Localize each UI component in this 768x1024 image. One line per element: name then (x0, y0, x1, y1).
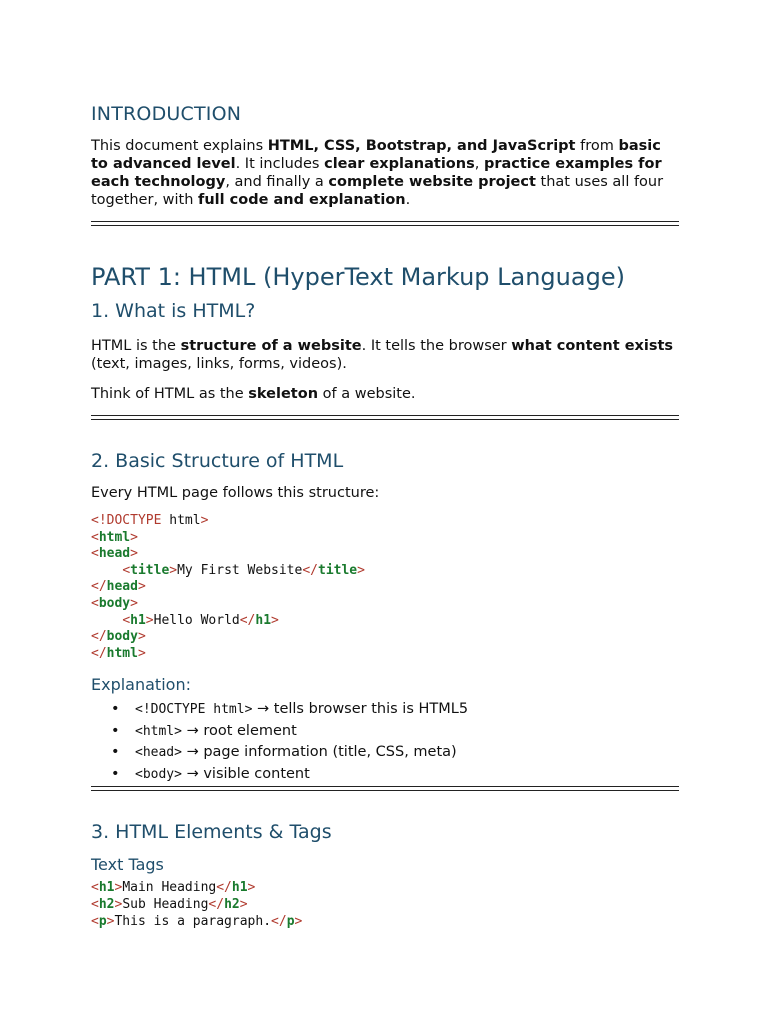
section1-heading: 1. What is HTML? (91, 300, 256, 322)
bullet-icon: • (111, 765, 120, 782)
section3-heading: 3. HTML Elements & Tags (91, 821, 332, 844)
code-tag: html (98, 529, 131, 545)
intro-bold: HTML, CSS, Bootstrap, and JavaScript (267, 138, 576, 154)
code-tag: h1 (231, 880, 248, 896)
intro-bold: clear explanations (324, 156, 475, 172)
text-tags-heading: Text Tags (91, 855, 164, 875)
code-text: My First Website (177, 562, 303, 578)
list-item-text: → page information (title, CSS, meta) (181, 744, 457, 761)
sec1-text: Think of HTML as the (91, 386, 249, 402)
section2-heading: 2. Basic Structure of HTML (91, 450, 344, 472)
bullet-icon: • (111, 701, 120, 718)
code-text: Hello World (153, 612, 240, 628)
code-tag: h2 (224, 896, 240, 912)
code-tag: body (106, 629, 138, 645)
intro-text: , (474, 156, 484, 172)
code-doctype: !DOCTYPE (98, 513, 162, 528)
inline-code: <body> (135, 766, 182, 782)
code-tag: body (98, 595, 131, 611)
code-tag: head (106, 579, 138, 595)
intro-bold: complete website project (328, 174, 536, 190)
list-item (91, 699, 679, 721)
explanation-list (91, 699, 679, 785)
code-text: Sub Heading (122, 896, 209, 912)
sec1-bold: structure of a website (180, 338, 362, 354)
list-item-text: → tells browser this is HTML5 (252, 701, 469, 718)
code-text: Main Heading (122, 880, 217, 896)
list-item (91, 721, 679, 743)
intro-text: . It includes (235, 156, 325, 172)
list-item (91, 764, 679, 786)
text-tags-code-block: <h1>Main Heading</h1> <h2>Sub Heading</h2> <p>This is a paragraph.</p> (91, 880, 303, 929)
inline-code: <!DOCTYPE html> (135, 702, 253, 718)
bullet-icon: • (111, 744, 120, 761)
sec1-bold: skeleton (248, 386, 319, 402)
intro-text: from (575, 138, 619, 154)
sec1-text: . It tells the browser (361, 338, 512, 354)
html-structure-code-block: <!DOCTYPE html> <html> <head> <title>My First Website</title> </head> <body> <h1>Hello World</h1> </body> </html> (91, 513, 365, 661)
section1-paragraph-2 (91, 385, 679, 403)
section-divider (91, 786, 679, 791)
intro-text: that uses all four together, with (91, 174, 664, 208)
code-text: This is a paragraph. (114, 913, 272, 929)
code-tag: title (318, 562, 358, 578)
intro-text: . (405, 192, 411, 208)
list-item-text: → root element (181, 722, 297, 739)
section1-paragraph-1 (91, 337, 679, 373)
part1-heading: PART 1: HTML (HyperText Markup Language) (91, 263, 625, 291)
list-item (91, 742, 679, 764)
code-text: html (161, 513, 201, 528)
sec1-text: (text, images, links, forms, videos). (91, 356, 347, 372)
sec1-text: of a website. (318, 386, 416, 402)
code-tag: h2 (98, 896, 115, 912)
list-item-text: → visible content (181, 765, 310, 782)
intro-bold: basic to advanced level (91, 138, 661, 172)
code-tag: p (286, 913, 295, 929)
inline-code: <html> (135, 723, 182, 739)
sec1-bold: what content exists (511, 338, 674, 354)
intro-paragraph (91, 137, 679, 209)
intro-bold: full code and explanation (198, 192, 406, 208)
document-content (91, 100, 679, 930)
code-tag: p (98, 913, 107, 929)
code-tag: h1 (255, 612, 272, 628)
code-tag: head (98, 546, 131, 562)
code-tag: h1 (130, 612, 146, 628)
sec1-text: HTML is the (91, 338, 181, 354)
code-tag: h1 (98, 880, 115, 896)
code-tag: title (130, 562, 170, 578)
section2-intro: Every HTML page follows this structure: (91, 485, 380, 501)
section-divider (91, 415, 679, 420)
intro-heading: INTRODUCTION (91, 103, 242, 125)
section-divider (91, 221, 679, 226)
intro-bold: practice examples for each technology (91, 156, 662, 190)
inline-code: <head> (135, 745, 182, 761)
intro-text: This document explains (91, 138, 268, 154)
bullet-icon: • (111, 722, 120, 739)
code-tag: html (106, 645, 138, 661)
intro-text: , and finally a (225, 174, 329, 190)
explanation-heading: Explanation: (91, 675, 191, 695)
